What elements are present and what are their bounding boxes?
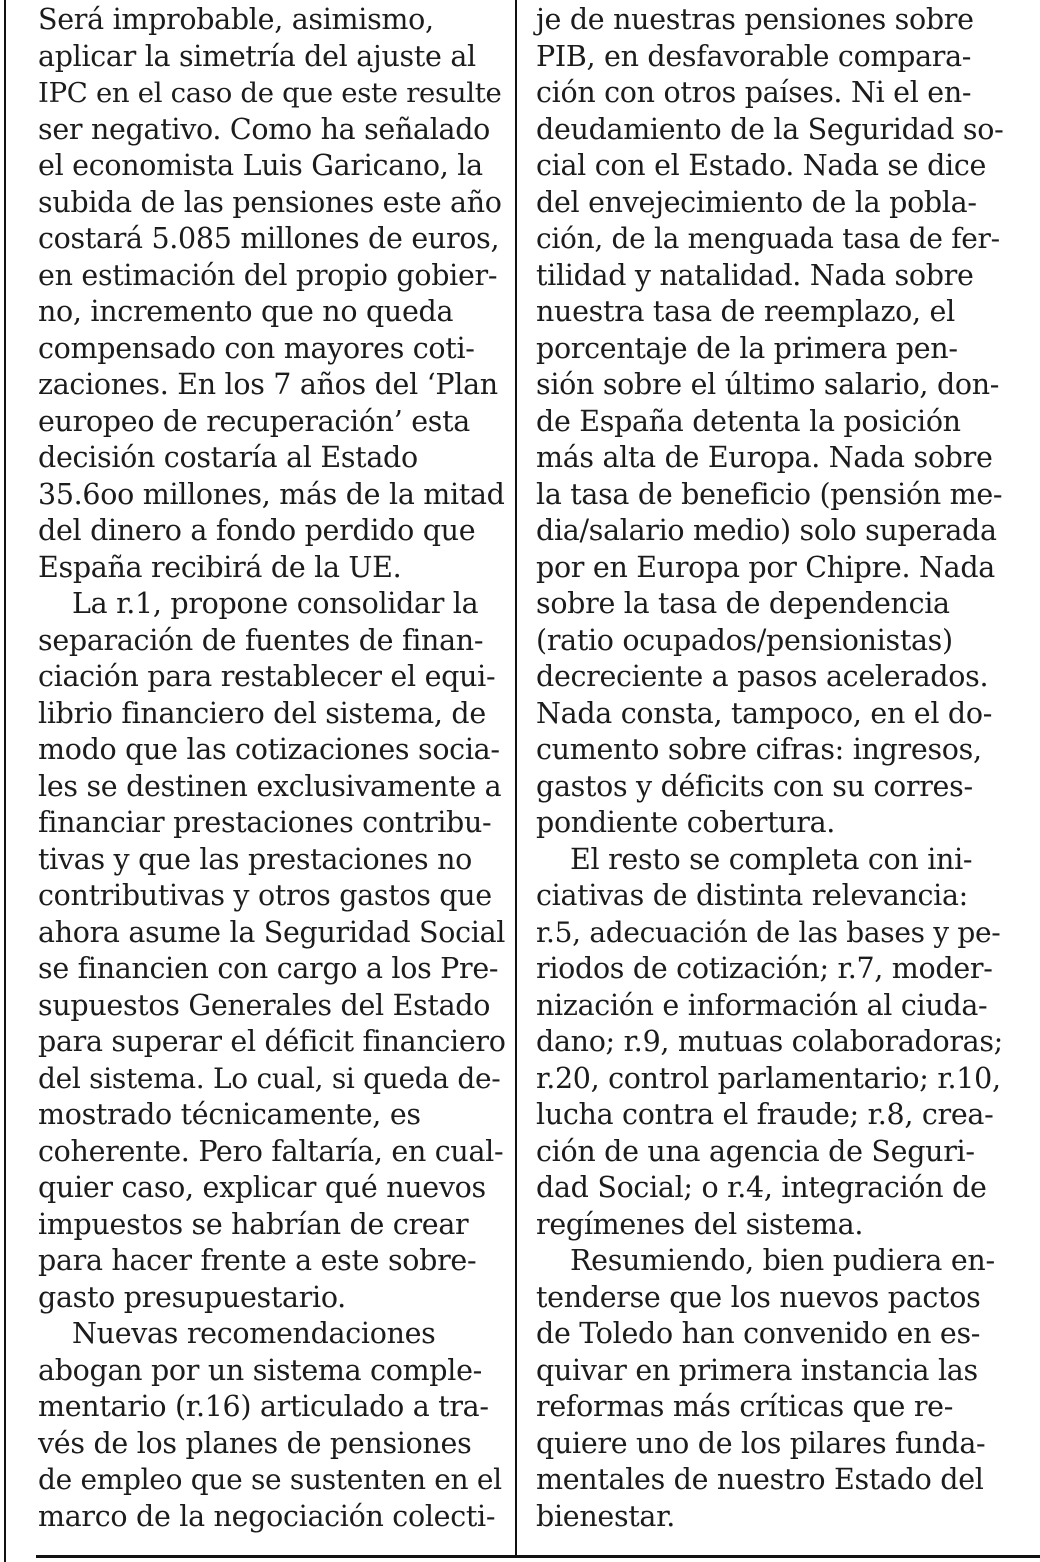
text-line: dad Social; o r.4, integración de [536,1171,987,1204]
text-line: europeo de recuperación’ esta [38,404,470,438]
page-edge-rule [4,0,6,1562]
text-line: riodos de cotización; r.7, moder- [536,952,993,985]
text-line: bienestar. [536,1499,676,1533]
text-line: ciativas de distinta relevancia: [536,879,968,912]
text-line: del sistema. Lo cual, si queda de- [38,1061,501,1095]
text-line: 35.6oo millones, más de la mitad [38,477,505,511]
text-line: contributivas y otros gastos que [38,879,492,912]
column-divider [515,0,517,1556]
text-line: la tasa de beneficio (pensión me- [536,477,1003,511]
text-line: vés de los planes de pensiones [38,1426,472,1460]
text-line: quier caso, explicar qué nuevos [38,1171,486,1204]
text-line: deudamiento de la Seguridad so- [536,112,1004,146]
text-line: r.20, control parlamentario; r.10, [536,1061,1001,1095]
text-line: ciación para restablecer el equi- [38,660,496,693]
text-line: de empleo que se sustenten en el [38,1463,502,1496]
text-line: je de nuestras pensiones sobre [536,3,974,36]
text-line: para hacer frente a este sobre- [38,1244,477,1277]
text-line: para superar el déficit financiero [38,1025,506,1058]
text-line: España recibirá de la UE. [38,550,402,584]
text-line: separación de fuentes de finan- [38,623,484,657]
text-line: (ratio ocupados/pensionistas) [536,623,953,657]
text-line: ser negativo. Como ha señalado [38,112,491,146]
text-line: r.5, adecuación de las bases y pe- [536,915,1001,949]
text-line: zaciones. En los 7 años del ‘Plan [38,368,498,401]
text-line: nuestra tasa de reemplazo, el [536,295,955,328]
text-line: se financien con cargo a los Pre- [38,952,499,985]
text-line: más alta de Europa. Nada sobre [536,441,993,474]
text-line: supuestos Generales del Estado [38,988,491,1022]
text-line: del envejecimiento de la pobla- [536,185,977,219]
bottom-rule [36,1555,1040,1558]
text-line: cial con el Estado. Nada se dice [536,149,987,182]
text-line: ción de una agencia de Seguri- [536,1134,975,1168]
text-line: modo que las cotizaciones socia- [38,733,500,766]
text-line: mentario (r.16) articulado a tra- [38,1390,489,1423]
text-line: en estimación del propio gobier- [38,258,498,292]
text-line: mostrado técnicamente, es [38,1098,421,1131]
text-line: decisión costaría al Estado [38,441,418,474]
text-line: Nada consta, tampoco, en el do- [536,696,993,730]
text-line: La r.1, propone consolidar la [72,587,479,620]
text-line: sobre la tasa de dependencia [536,587,950,620]
text-line: decreciente a pasos acelerados. [536,660,989,693]
text-line: quivar en primera instancia las [536,1353,978,1387]
text-line: mentales de nuestro Estado del [536,1463,984,1496]
text-line: no, incremento que no queda [38,295,454,328]
text-line: coherente. Pero faltaría, en cual- [38,1134,504,1168]
text-line: dano; r.9, mutuas colaboradoras; [536,1025,1003,1058]
text-line: de España detenta la posición [536,404,961,438]
text-line: marco de la negociación colecti- [38,1499,496,1533]
text-line: aplicar la simetría del ajuste al [38,39,476,73]
text-line: tenderse que los nuevos pactos [536,1280,981,1314]
text-line: El resto se completa con ini- [570,842,973,876]
text-line: lucha contra el fraude; r.8, crea- [536,1098,994,1131]
text-line: tilidad y natalidad. Nada sobre [536,258,974,292]
text-line: PIB, en desfavorable compara- [536,39,972,73]
text-line: abogan por un sistema comple- [38,1353,482,1387]
text-line: les se destinen exclusivamente a [38,769,502,803]
text-line: dia/salario medio) solo superada [536,514,997,547]
text-line: reformas más críticas que re- [536,1390,954,1423]
text-line: del dinero a fondo perdido que [38,514,476,547]
text-line: porcentaje de la primera pen- [536,331,958,365]
text-line: cumento sobre cifras: ingresos, [536,733,982,766]
text-line: por en Europa por Chipre. Nada [536,550,995,584]
text-line: gastos y déficits con su corres- [536,769,973,803]
text-line: costará 5.085 millones de euros, [38,222,500,255]
text-line: pondiente cobertura. [536,806,836,839]
text-line: financiar prestaciones contribu- [38,806,492,839]
text-line: ción con otros países. Ni el en- [536,76,972,109]
text-line: gasto presupuestario. [38,1280,346,1314]
text-line: sión sobre el último salario, don- [536,368,1000,401]
text-line: Nuevas recomendaciones [72,1317,436,1350]
text-line: subida de las pensiones este año [38,185,502,219]
text-line: regímenes del sistema. [536,1207,864,1241]
text-line: ción, de la menguada tasa de fer- [536,222,1000,255]
text-line: nización e información al ciuda- [536,988,988,1022]
text-line: compensado con mayores coti- [38,331,475,365]
text-line: Resumiendo, bien pudiera en- [570,1244,995,1277]
text-line: Será improbable, asimismo, [38,3,434,36]
text-line: de Toledo han convenido en es- [536,1317,981,1350]
text-line: IPC en el caso de que este resulte [38,77,502,109]
text-line: el economista Luis Garicano, la [38,149,483,182]
text-line: impuestos se habrían de crear [38,1207,469,1241]
text-line: quiere uno de los pilares funda- [536,1426,986,1460]
text-line: tivas y que las prestaciones no [38,842,472,876]
text-line: ahora asume la Seguridad Social [38,915,506,949]
text-line: librio financiero del sistema, de [38,696,486,730]
